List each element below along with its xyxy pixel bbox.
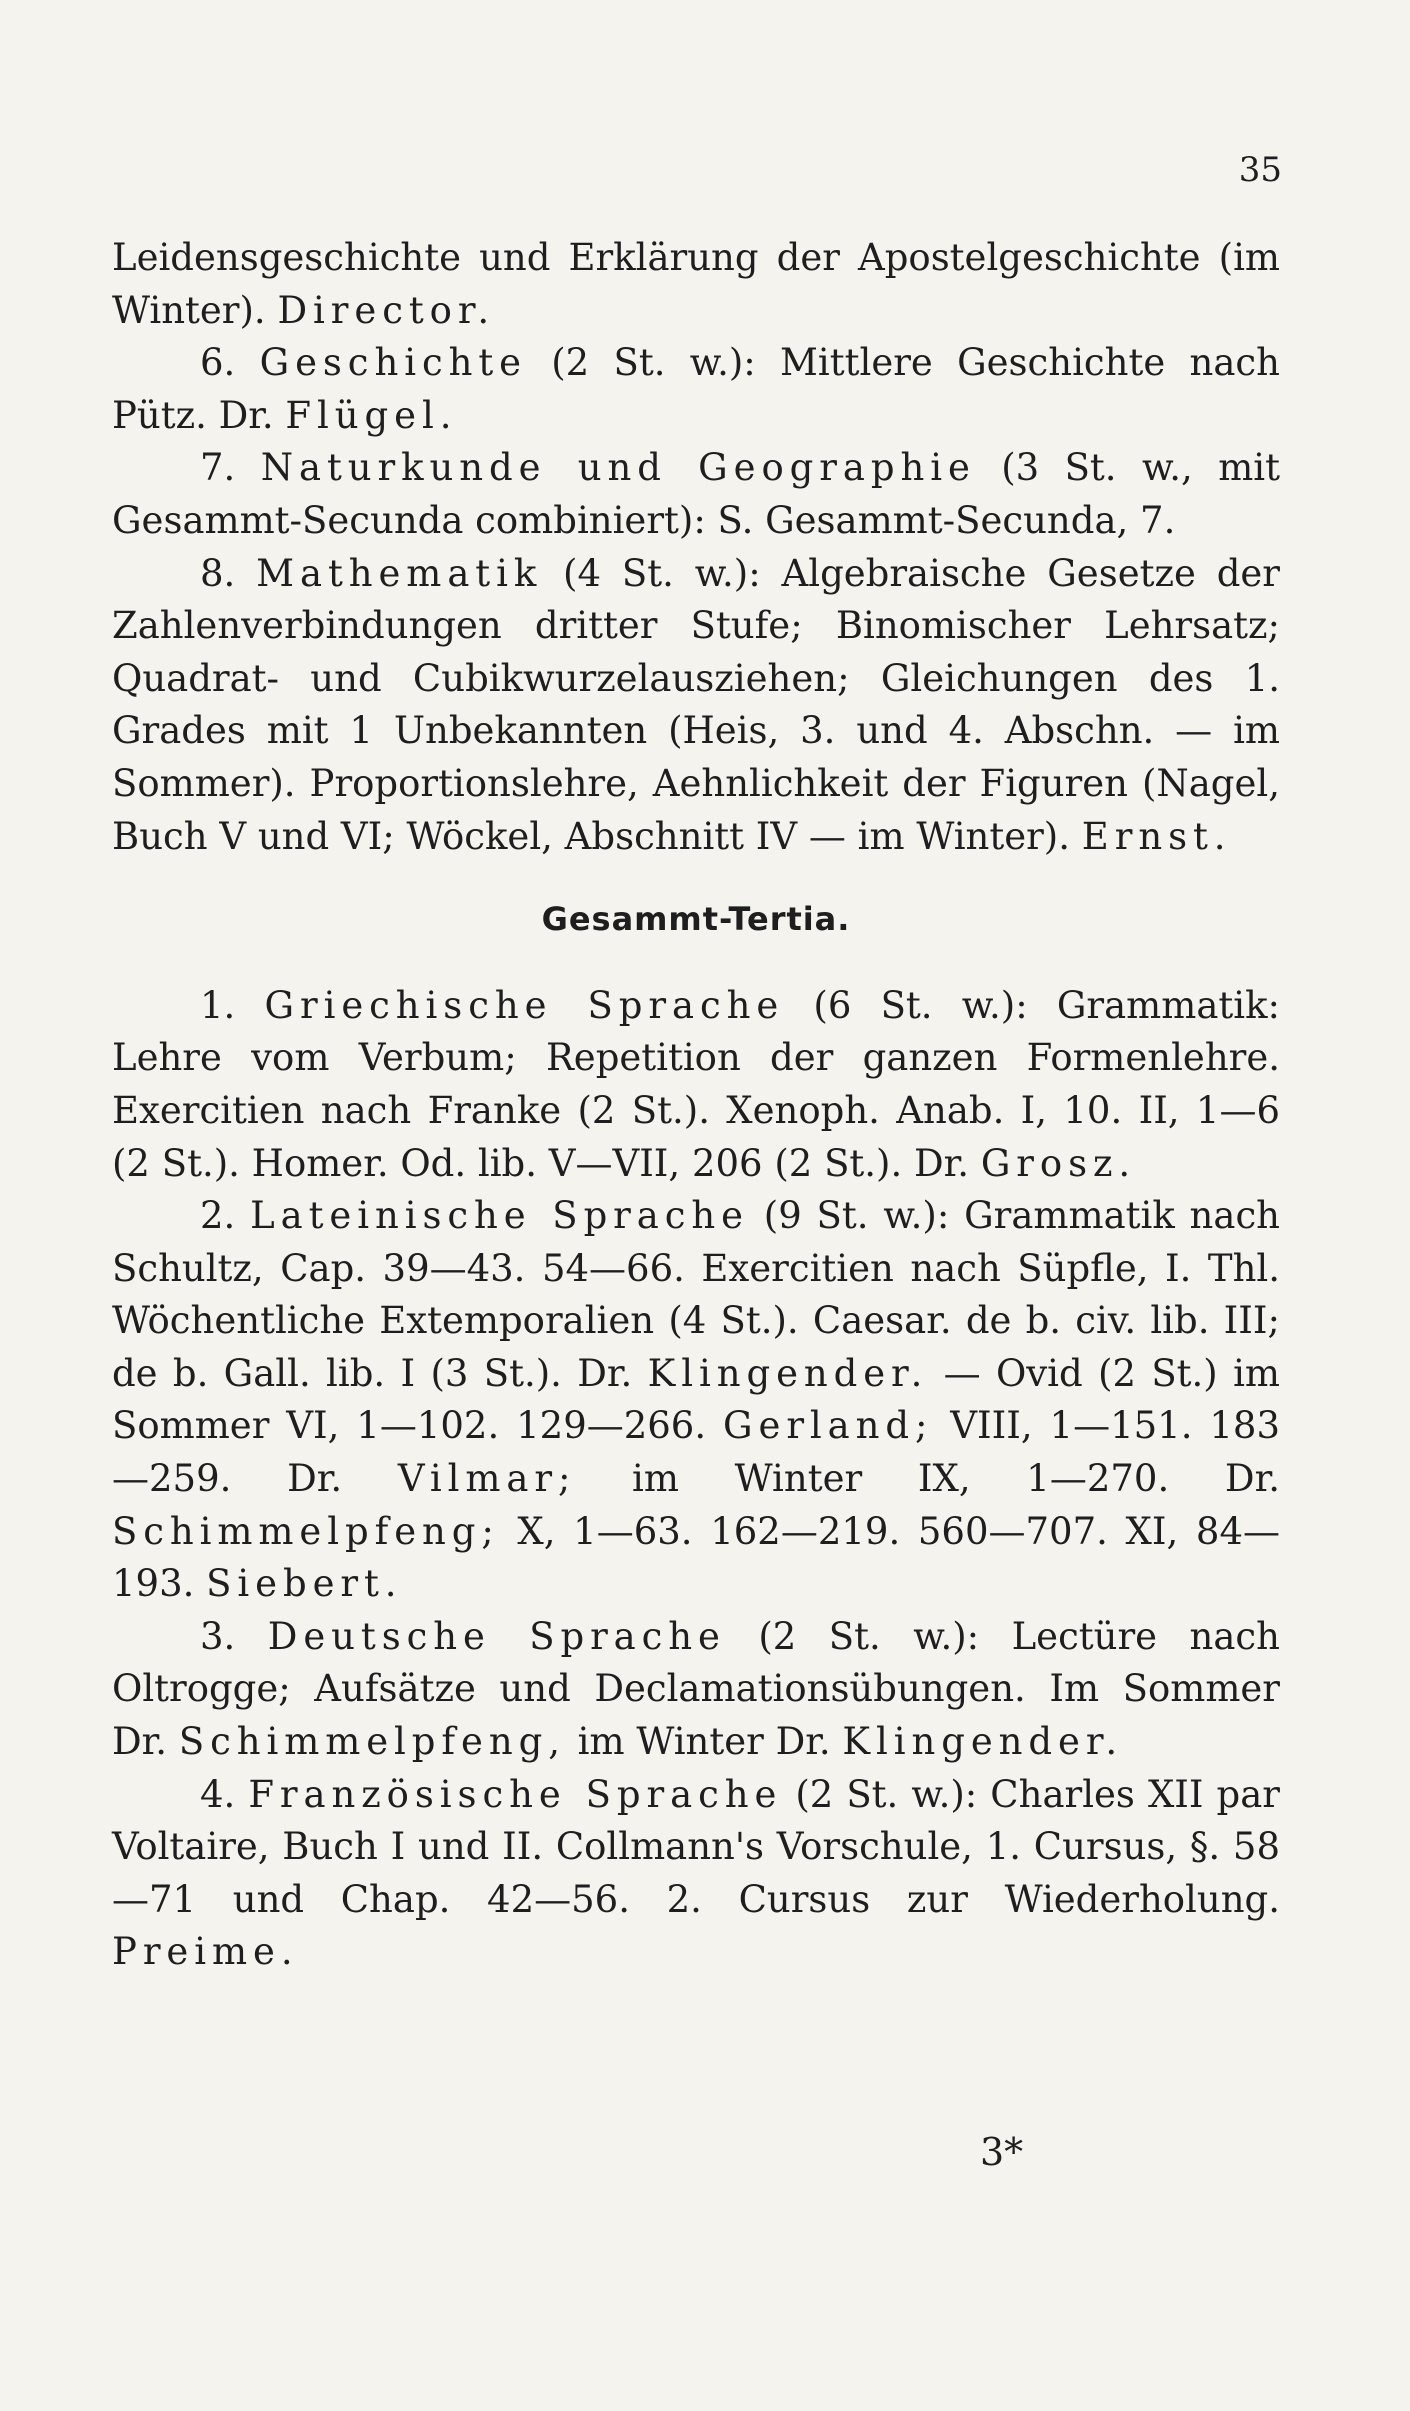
text-run: Siebert. [206, 1562, 403, 1606]
text-run: Leidensgeschichte und Erklärung der Apostelgeschichte (im Winter). [112, 236, 1280, 332]
text-run: VIII, 1—151. 183—259. Dr. [112, 1404, 1280, 1501]
text-run: X, 1—63. 162—219. 560—707. XI, 84—193. [112, 1509, 1280, 1606]
text-run: Griechische Sprache [264, 983, 785, 1027]
text-run: 7. [200, 446, 261, 490]
text-run: Ernst. [1081, 814, 1232, 858]
text-run: Preime. [112, 1930, 299, 1974]
text-run: Naturkunde und Geographie [260, 446, 976, 490]
body-text [112, 232, 1280, 1979]
text-run: — Ovid (2 St.) im Sommer VI, 1—102. 129—266. [112, 1351, 1280, 1448]
text-run: Klingender. [842, 1720, 1124, 1764]
text-run: Französische Sprache [248, 1772, 783, 1816]
section-paragraphs-top [112, 232, 1280, 863]
page-number: 35 [1238, 150, 1282, 190]
text-run: Schimmelpfeng, [178, 1720, 566, 1764]
text-run: Gerland; [723, 1404, 934, 1448]
text-run: 6. [200, 341, 260, 385]
text-run: (4 St. w.): Algebraische Gesetze der Zahlenverbindungen dritter Stufe; Binomischer Lehrsatz; Quadrat- und Cubikwurzelausziehen; Gleichungen des 1. Grades mit 1 Unbekannten (Heis, 3. und 4. Abschn. — im Sommer). Proportionslehre, Aehnlichkeit der Figuren (Nagel, Buch V und VI; Wöckel, Abschnitt IV — im Winter). [112, 551, 1280, 858]
text-run: 1. [200, 983, 265, 1027]
text-run: (2 St. w.): Charles XII par Voltaire, Buch I und II. Collmann's Vorschule, 1. Cursus, §. 58—71 und Chap. 42—56. 2. Cursus zur Wiederholung. [112, 1772, 1280, 1921]
text-run: Deutsche Sprache [267, 1614, 726, 1658]
paragraph-p6 [112, 337, 1280, 442]
section-heading: Gesammt-Tertia. [541, 900, 851, 939]
paragraph-q2 [112, 1190, 1280, 1611]
text-run: Flügel. [285, 393, 458, 437]
paragraph-q1 [112, 980, 1280, 1190]
text-run: Vilmar; [397, 1457, 577, 1501]
text-run: 8. [200, 551, 257, 595]
paragraph-p0 [112, 232, 1280, 337]
text-run: Schimmelpfeng; [112, 1509, 500, 1553]
paragraph-q4 [112, 1769, 1280, 1979]
text-run: Geschichte [259, 341, 527, 385]
text-run: Grosz. [980, 1141, 1137, 1185]
paragraph-p7 [112, 442, 1280, 547]
text-run: 3. [200, 1614, 268, 1658]
text-run: (2 St. w.): Mittlere Geschichte nach Pütz. Dr. [112, 341, 1280, 437]
paragraph-q3 [112, 1611, 1280, 1769]
text-run: 2. [200, 1194, 251, 1238]
text-run: im Winter Dr. [565, 1720, 843, 1764]
text-run: (9 St. w.): Grammatik nach Schultz, Cap. 39—43. 54—66. Exercitien nach Süpfle, I. Thl. Wöchentliche Extemporalien (4 St.). Caesar. de b. civ. lib. III; de b. Gall. lib. I (3 St.). Dr. [112, 1194, 1280, 1395]
text-run: (3 St. w., mit Gesammt-Secunda combiniert): S. Gesammt-Secunda, 7. [112, 446, 1280, 542]
signature-mark: 3* [980, 2130, 1024, 2174]
text-run: Klingender. [647, 1351, 929, 1395]
text-run: im Winter IX, 1—270. Dr. [576, 1457, 1280, 1501]
text-run: Director. [277, 288, 496, 332]
text-run: (2 St. w.): Lectüre nach Oltrogge; Aufsätze und Declamationsübungen. Im Sommer Dr. [112, 1614, 1280, 1764]
text-run: Mathematik [256, 551, 543, 595]
text-run: Lateinische Sprache [250, 1194, 749, 1238]
text-run: 4. [200, 1772, 249, 1816]
paragraph-p8 [112, 548, 1280, 864]
section-paragraphs-bottom [112, 980, 1280, 1979]
text-run: (6 St. w.): Grammatik: Lehre vom Verbum; Repetition der ganzen Formenlehre. Exercitien nach Franke (2 St.). Xenoph. Anab. I, 10. II, 1—6 (2 St.). Homer. Od. lib. V—VII, 206 (2 St.). Dr. [112, 983, 1280, 1185]
